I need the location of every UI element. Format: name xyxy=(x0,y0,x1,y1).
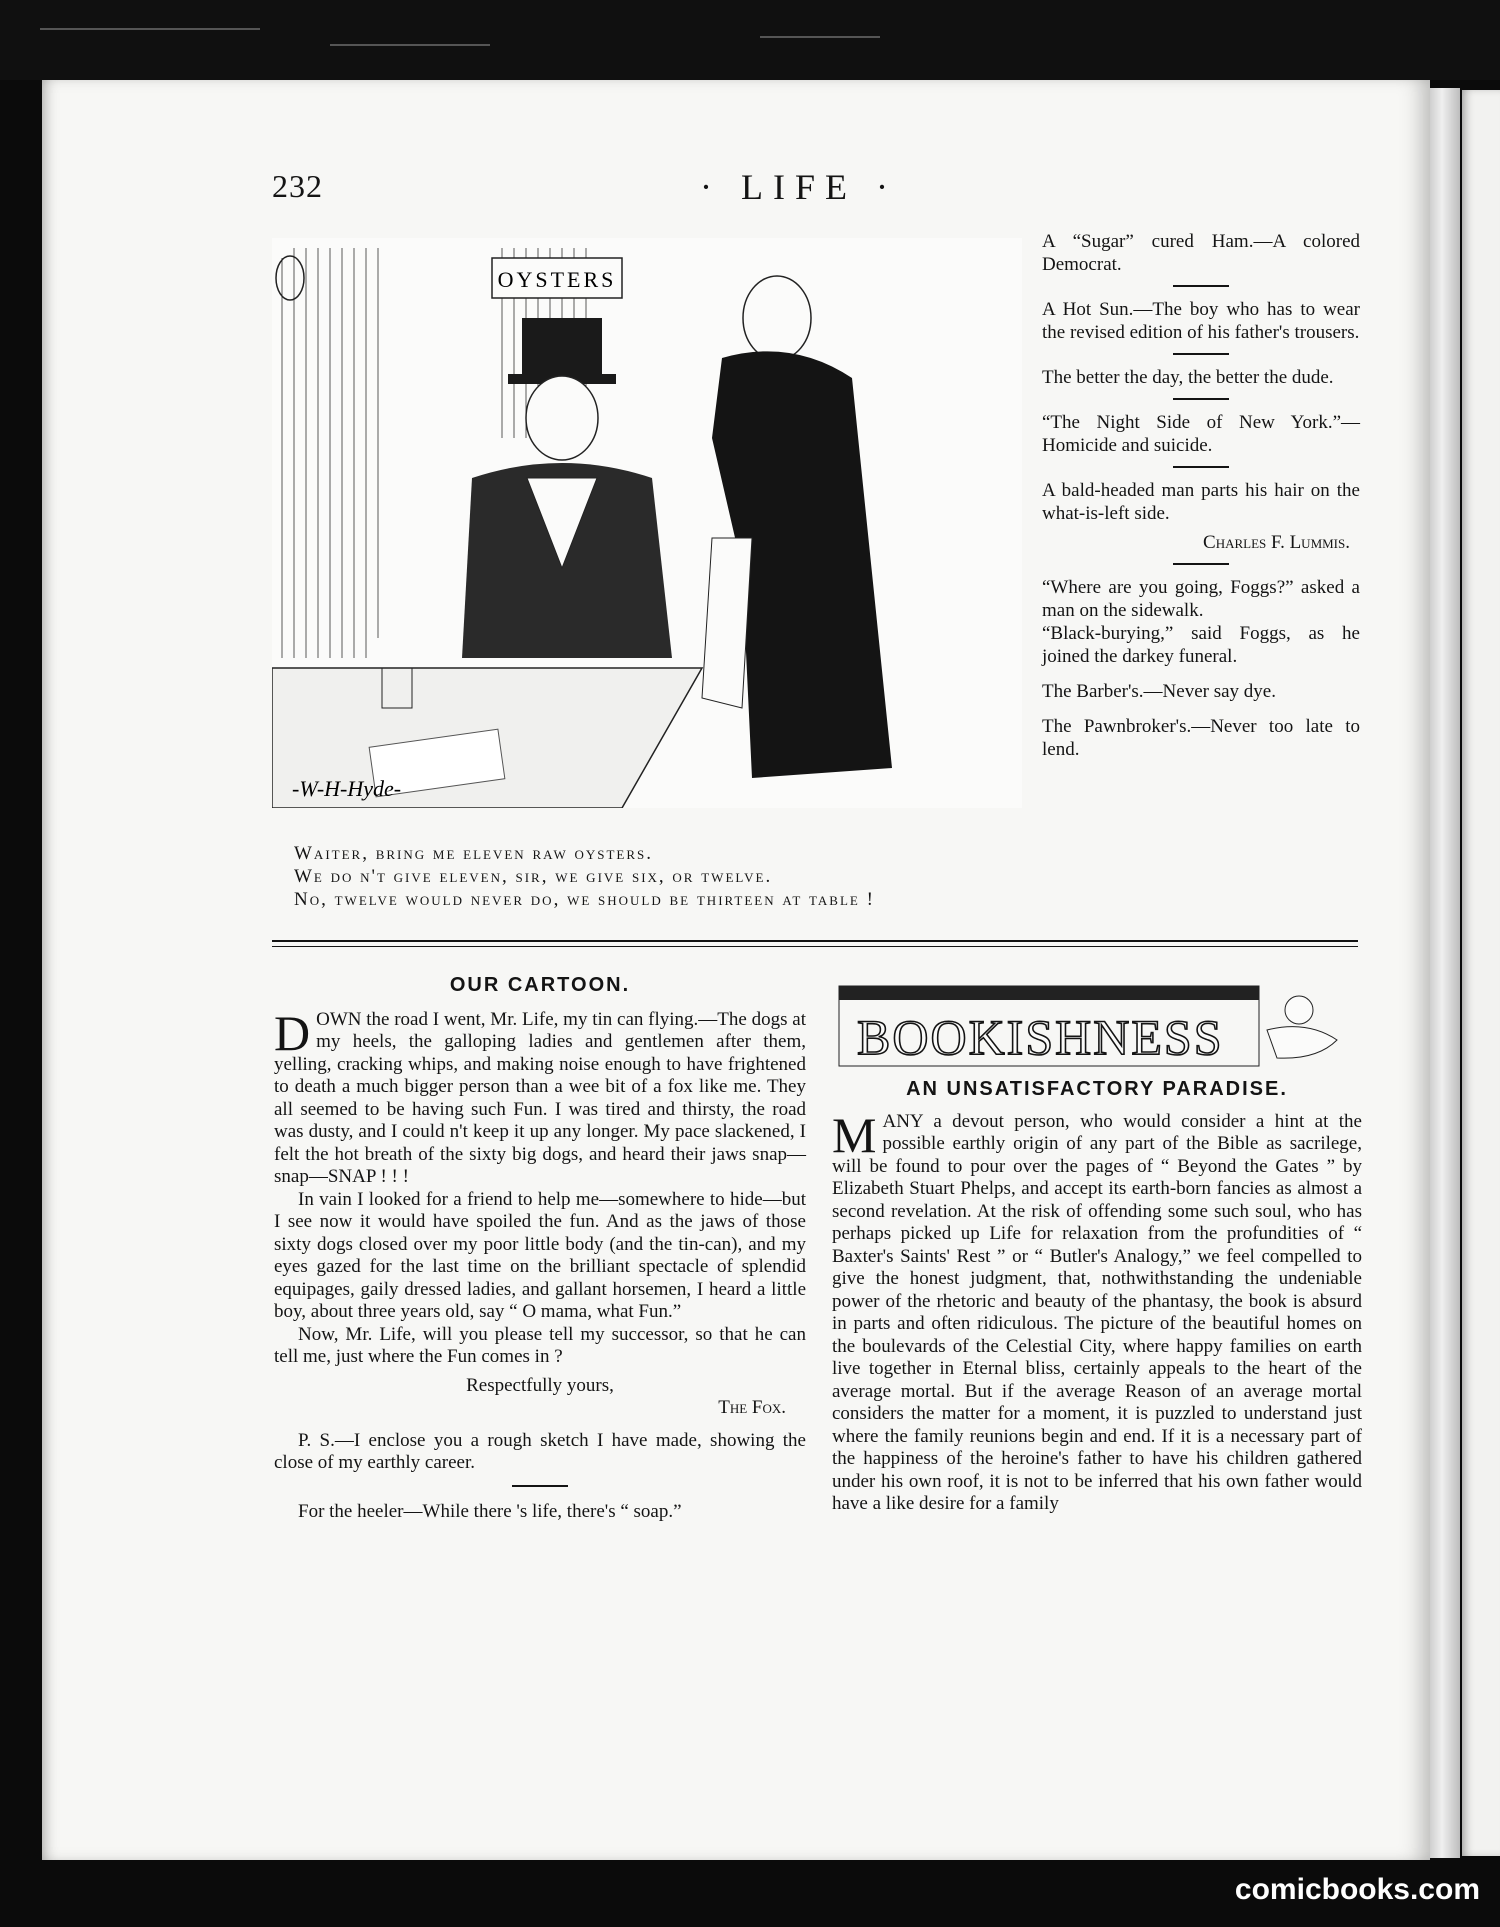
artist-signature: -W-H-Hyde- xyxy=(292,776,402,801)
article-paragraph: Now, Mr. Life, will you please tell my successor, so that he can tell me, just where the Fun comes in ? xyxy=(274,1323,806,1367)
joke-author: Charles F. Lummis. xyxy=(1203,532,1350,553)
page-number: 232 xyxy=(272,168,323,204)
our-cartoon-article xyxy=(274,974,806,1523)
signoff: Respectfully yours, xyxy=(466,1374,614,1396)
waiter-face xyxy=(743,276,811,360)
scan-streak xyxy=(330,44,490,46)
cartoon-caption xyxy=(294,842,1014,911)
paragraph-text: OWN the road I went, Mr. Life, my tin can flying.—The dogs at my heels, the galloping ladies and gentlemen after them, yelling, cracking whips, and making noise enough to have frightened to death a much bigger person than a wee bit of a fox like me. They all seemed to be having such Fun. I was tired and thirsty, the road was dusty, and I could n't keep it up any longer. My pace slackened, I felt the hot breath of the sixty big dogs, and heard their jaws snap—snap—SNAP ! ! ! xyxy=(274,1008,806,1187)
top-hat-icon xyxy=(522,318,602,378)
page-edge xyxy=(1430,88,1460,1858)
article-paragraph xyxy=(832,1106,1362,1516)
joke-text: A Hot Sun.—The boy who has to wear the revised edition of his father's trousers. xyxy=(1042,299,1360,343)
closing-joke: For the heeler—While there 's life, there's “ soap.” xyxy=(298,1500,682,1522)
divider-rule xyxy=(1173,353,1229,355)
scan-streak xyxy=(760,36,880,38)
adjacent-page xyxy=(1462,90,1500,1856)
bookishness-article xyxy=(832,980,1362,1516)
divider-rule xyxy=(1173,285,1229,287)
article-title: OUR CARTOON. xyxy=(449,974,631,996)
gentleman-face xyxy=(526,376,598,460)
divider-rule xyxy=(1173,563,1229,565)
postscript: P. S.—I enclose you a rough sketch I have made, showing the close of my earthly career. xyxy=(274,1429,806,1473)
drop-cap: M xyxy=(832,1106,877,1163)
joke-text: “Where are you going, Foggs?” asked a man on the sidewalk. xyxy=(1042,577,1360,621)
oysters-sign-text: OYSTERS xyxy=(497,267,617,292)
watermark: comicbooks.com xyxy=(1234,1873,1480,1906)
scan-background xyxy=(0,0,1500,80)
section-rule xyxy=(272,940,1358,942)
joke-text: “Black-burying,” said Foggs, as he joined the darkey funeral. xyxy=(1042,623,1360,667)
section-rule xyxy=(272,946,1358,947)
paragraph-text: ANY a devout person, who would consider a hint at the possible earthly origin of any part of the Bible as sacrilege, will be found to pour over the pages of “ Beyond the Gates ” by Elizabeth Stuart Phelps, and accept its earth-born fancies as almost a second revelation. At the risk of offending some such soul, who has perhaps picked up Life for relaxation from the profundities of “ Baxter's Saints' Rest ” or “ Butler's Analogy,” we feel compelled to give the honest judgment, that, nothwithstanding the undeniable power of the rhetoric and beauty of the phantasy, the book is absurd in parts and often ridiculous. The picture of the beautiful homes on the boulevards of the Celestial City, where happy families on earth live together in Eternal bliss, certainly appeals to the heart of the average mortal. But if the average Reason of an average mortal considers the matter for a moment, it is puzzled to understand just where the family reunions begin and end. If it is a necessary part of the happiness of the heroine's father to have his children gathered under his own roof, it is not to be inferred that his own father would have a like desire for a family xyxy=(832,1110,1362,1514)
caption-line: We do n't give eleven, sir, we give six, or twelve. xyxy=(294,866,773,887)
article-paragraph xyxy=(274,1004,806,1189)
caption-line: No, twelve would never do, we should be thirteen at table ! xyxy=(294,889,875,910)
joke-text: The better the day, the better the dude. xyxy=(1042,367,1334,388)
caption-line: Waiter, bring me eleven raw oysters. xyxy=(294,843,654,864)
divider-rule xyxy=(1173,466,1229,468)
banner-text: BOOKISHNESS xyxy=(857,1009,1224,1065)
article-title: AN UNSATISFACTORY PARADISE. xyxy=(906,1078,1288,1100)
cherub-icon xyxy=(1285,996,1313,1024)
joke-text: A “Sugar” cured Ham.—A colored Democrat. xyxy=(1042,231,1360,275)
joke-text: The Pawnbroker's.—Never too late to lend. xyxy=(1042,716,1360,760)
drop-cap: D xyxy=(274,1004,311,1061)
article-paragraph: In vain I looked for a friend to help me—somewhere to hide—but I see now it would have spoiled the fun. And as the jaws of those sixty dogs closed over my poor little body (and the tin-can), and my eyes gazed for the last time on the brilliant spectacle of splendid equipages, gaily dressed ladies, and gallant horsemen, I heard a little boy, about three years old, say “ O mama, what Fun.” xyxy=(274,1188,806,1322)
joke-text: A bald-headed man parts his hair on the what-is-left side. xyxy=(1042,480,1360,524)
jokes-column xyxy=(1042,230,1360,761)
joke-text: The Barber's.—Never say dye. xyxy=(1042,681,1276,702)
scan-streak xyxy=(40,28,260,30)
bookishness-banner xyxy=(837,980,1357,1070)
divider-rule xyxy=(1173,398,1229,400)
divider-rule xyxy=(512,1485,568,1487)
cartoon-illustration xyxy=(272,238,1022,808)
signature: The Fox. xyxy=(718,1397,786,1418)
masthead: · LIFE · xyxy=(700,167,898,207)
joke-text: “The Night Side of New York.”—Homicide and suicide. xyxy=(1042,412,1360,456)
